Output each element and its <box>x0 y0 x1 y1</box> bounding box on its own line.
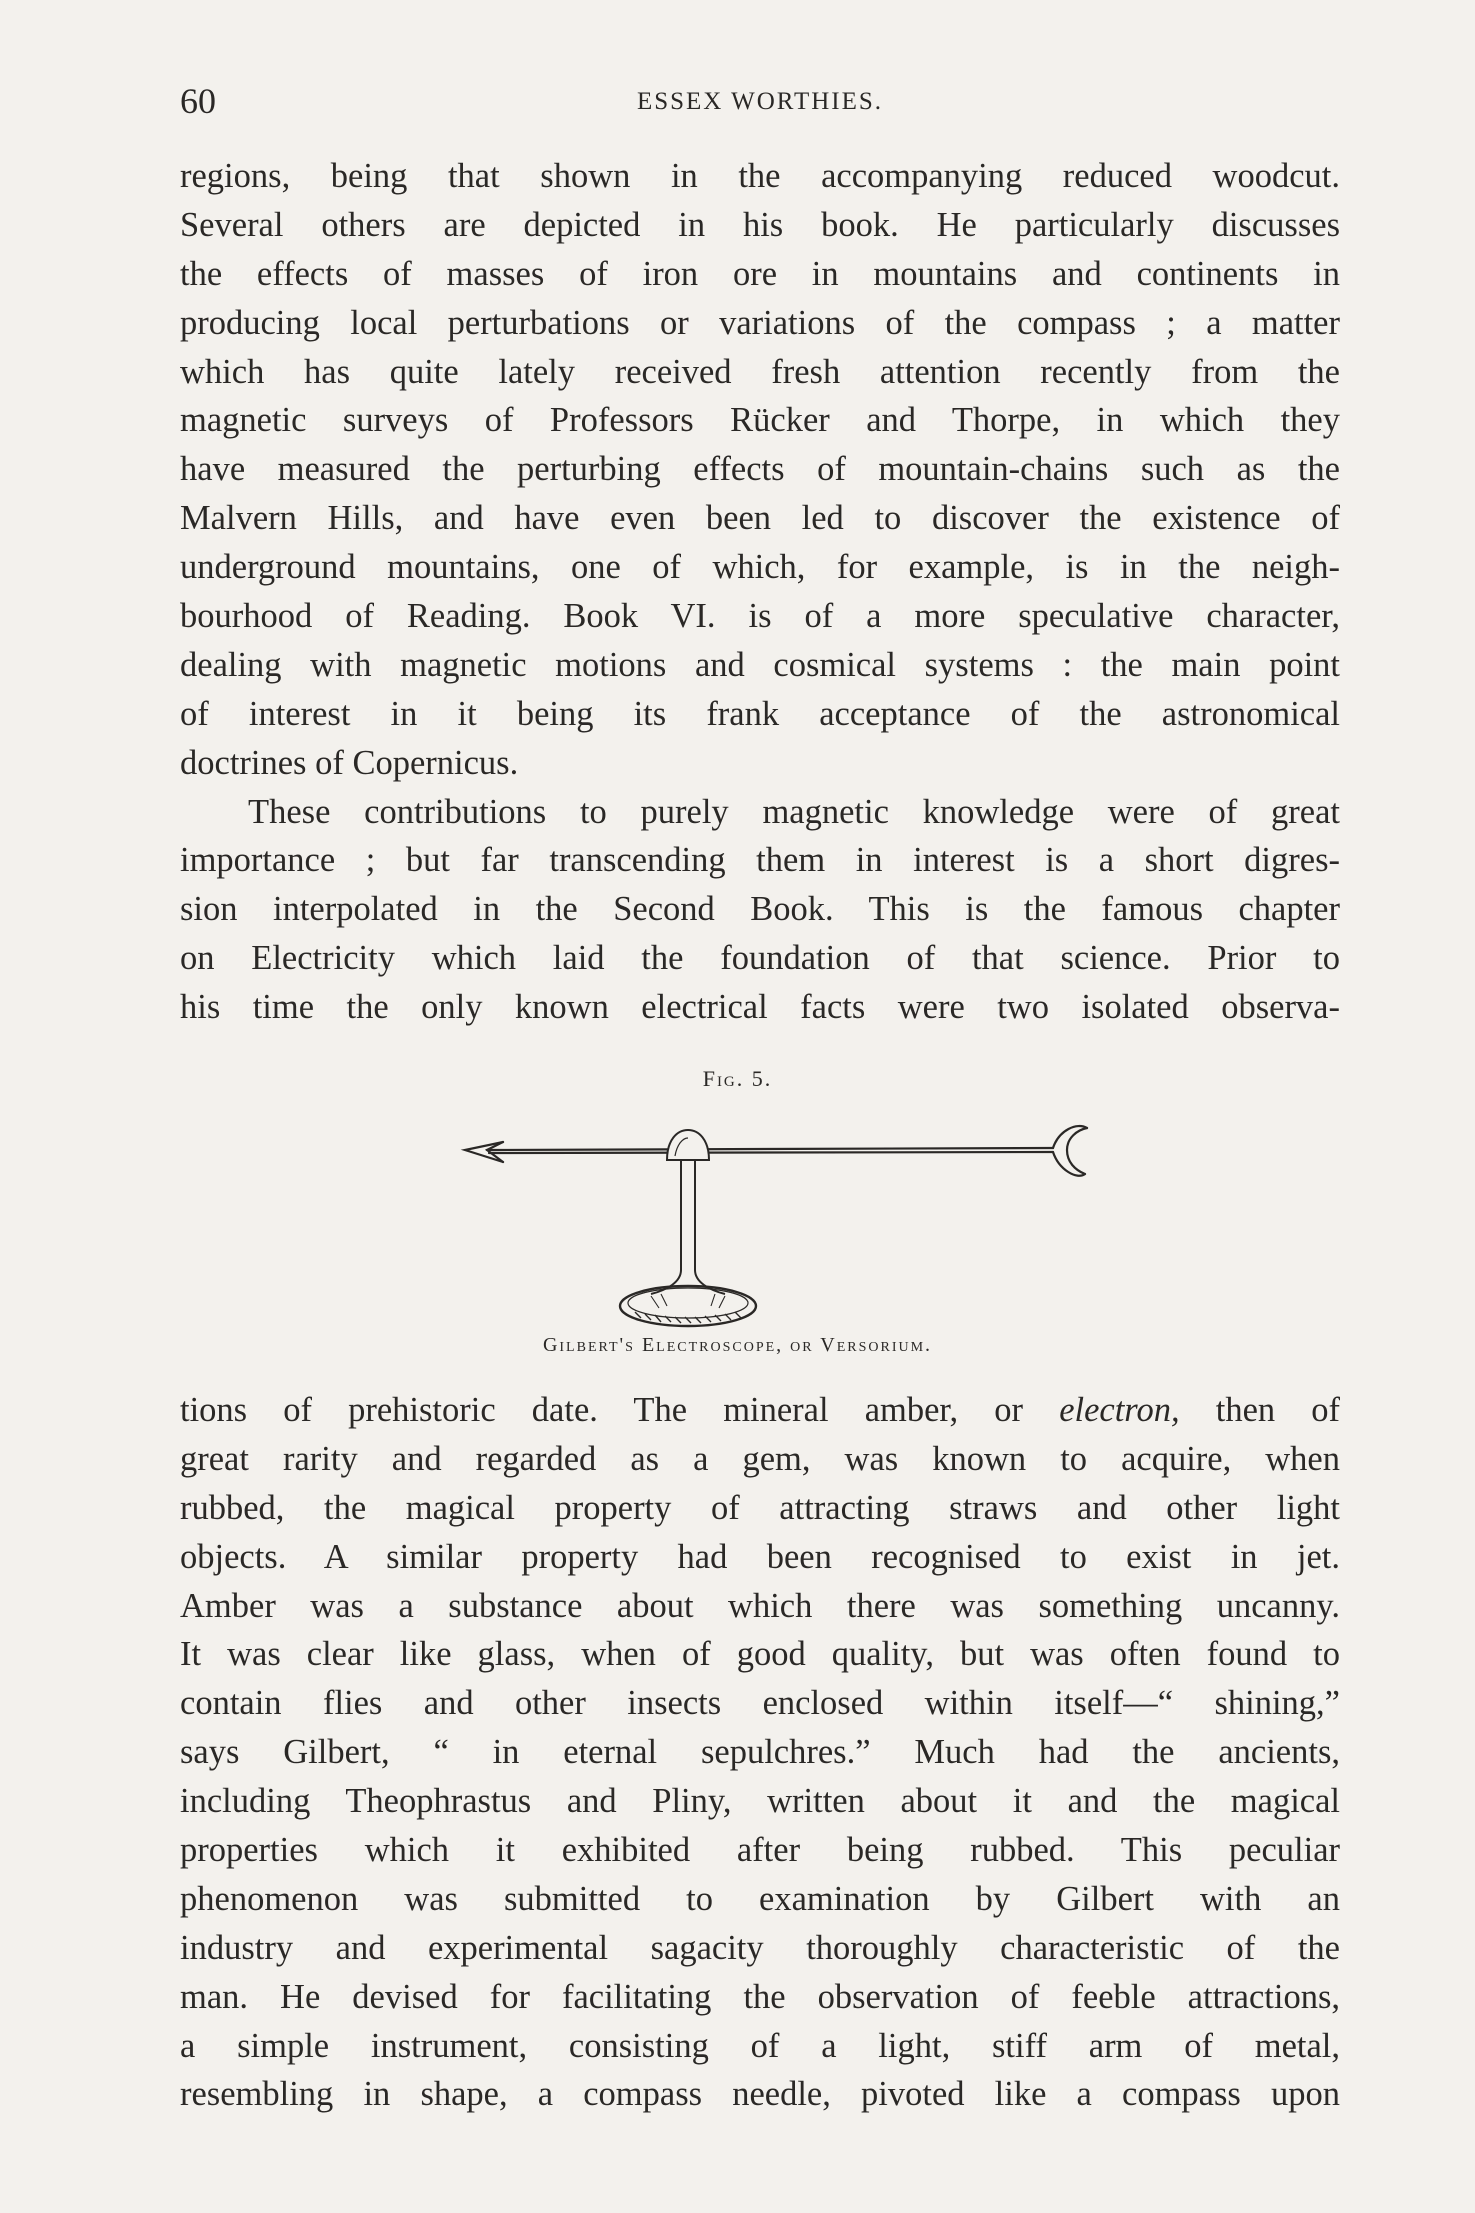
text-line: dealing with magnetic motions and cosmical systems : the main point <box>180 645 1340 684</box>
text-line: properties which it exhibited after being rubbed. This peculiar <box>180 1831 1340 1870</box>
figure-label: Fig. 5. <box>702 1066 773 1091</box>
text-line: a simple instrument, consisting of a light, stiff arm of metal, <box>180 2026 1340 2065</box>
italic-term: electron, <box>1059 1391 1180 1429</box>
text-line: man. He devised for facilitating the observation of feeble attractions, <box>180 1977 1340 2016</box>
page-number: 60 <box>180 81 216 121</box>
text-line: says Gilbert, “ in eternal sepulchres.” Much had the ancients, <box>180 1733 1340 1772</box>
text-line: Amber was a substance about which there was something uncanny. <box>180 1586 1340 1625</box>
body-text-bottom <box>180 1386 1340 2119</box>
figure-caption: Gilbert's Electroscope, or Versorium. <box>542 1334 933 1356</box>
text-line: Several others are depicted in his book. He particularly discusses <box>180 205 1340 244</box>
text-line: underground mountains, one of which, for example, is in the neigh- <box>180 548 1340 587</box>
versorium-needle <box>465 1126 1087 1176</box>
text-line: resembling in shape, a compass needle, pivoted like a compass upon <box>180 2075 1340 2114</box>
text-line: regions, being that shown in the accompanying reduced woodcut. <box>180 157 1340 195</box>
text-line: which has quite lately received fresh attention recently from the <box>180 352 1340 391</box>
text-line: producing local perturbations or variations of the compass ; a matter <box>180 303 1340 342</box>
text-line: his time the only known electrical facts were two isolated observa- <box>180 988 1340 1027</box>
text-line: industry and experimental sagacity thoroughly characteristic of the <box>180 1928 1340 1967</box>
text-line: rubbed, the magical property of attracting straws and other light <box>180 1488 1340 1527</box>
text-line: These contributions to purely magnetic knowledge were of great <box>248 792 1340 831</box>
text-segment: tions of prehistoric date. The mineral amber, or <box>180 1391 1024 1429</box>
text-line: sion interpolated in the Second Book. This is the famous chapter <box>180 890 1340 929</box>
text-line: of interest in it being its frank acceptance of the astronomical <box>180 694 1340 733</box>
text-line: contain flies and other insects enclosed within itself—“ shining,” <box>180 1684 1340 1723</box>
text-line: Malvern Hills, and have even been led to discover the existence of <box>180 499 1340 538</box>
electroscope-illustration <box>455 1100 1095 1340</box>
text-line: doctrines of Copernicus. <box>180 743 519 782</box>
running-head <box>180 80 1340 130</box>
text-line: the effects of masses of iron ore in mountains and continents in <box>180 254 1340 293</box>
text-line <box>180 1386 1340 1435</box>
text-line: including Theophrastus and Pliny, written about it and the magical <box>180 1782 1340 1821</box>
text-line: bourhood of Reading. Book VI. is of a more speculative character, <box>180 597 1340 636</box>
stand-base <box>620 1286 756 1326</box>
stand-pin <box>651 1160 725 1294</box>
text-line: importance ; but far transcending them in interest is a short digres- <box>180 841 1340 880</box>
running-title: ESSEX WORTHIES. <box>636 88 884 115</box>
text-line: It was clear like glass, when of good quality, but was often found to <box>180 1635 1340 1674</box>
body-text-top <box>180 152 1340 1032</box>
text-line: magnetic surveys of Professors Rücker and Thorpe, in which they <box>180 401 1340 440</box>
text-line: objects. A similar property had been recognised to exist in jet. <box>180 1537 1340 1576</box>
text-segment: then of <box>1215 1391 1341 1429</box>
text-line: have measured the perturbing effects of mountain-chains such as the <box>180 450 1340 489</box>
text-line: great rarity and regarded as a gem, was known to acquire, when <box>180 1439 1340 1478</box>
text-line: phenomenon was submitted to examination by Gilbert with an <box>180 1879 1340 1918</box>
text-line: on Electricity which laid the foundation of that science. Prior to <box>180 939 1340 978</box>
pivot-cap <box>667 1130 709 1160</box>
